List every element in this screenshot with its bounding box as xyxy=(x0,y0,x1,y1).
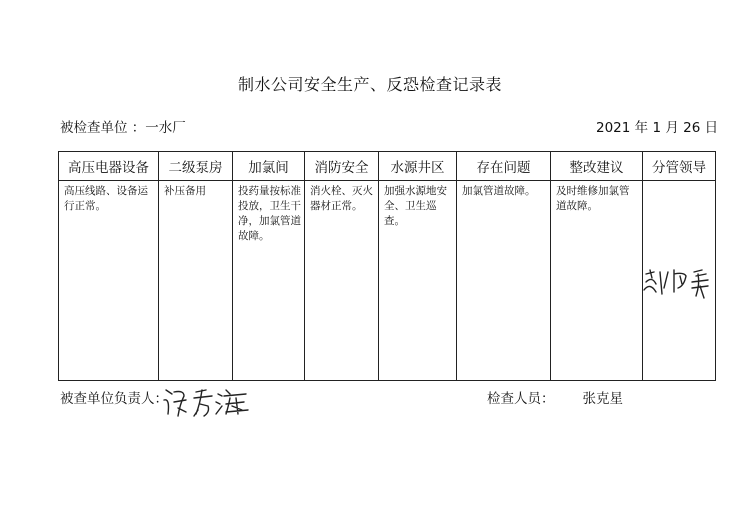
header-fire-safety: 消防安全 xyxy=(305,152,379,181)
cell-secondary-pump-room: 补压备用 xyxy=(159,181,233,381)
inspector-label: 检查人员： xyxy=(487,391,555,407)
responsible-label: 被查单位负责人： xyxy=(60,391,168,407)
cell-high-voltage-equipment: 高压线路、设备运行正常。 xyxy=(59,181,159,381)
document-title: 制水公司安全生产、反恐检查记录表 xyxy=(237,75,502,94)
responsible-person xyxy=(60,387,168,407)
header-high-voltage-equipment: 高压电器设备 xyxy=(59,152,159,181)
cell-existing-problems: 加氯管道故障。 xyxy=(457,181,551,381)
header-water-source-well-area: 水源井区 xyxy=(379,152,457,181)
inspection-record-table xyxy=(58,151,716,381)
cell-water-source-well-area: 加强水源地安全、卫生巡查。 xyxy=(379,181,457,381)
inspection-date: 2021 年 1 月 26 日 xyxy=(596,120,719,136)
cell-rectification-suggestions: 及时维修加氯管道故障。 xyxy=(551,181,643,381)
responsible-signature xyxy=(160,384,260,420)
leader-signature xyxy=(640,262,720,302)
header-supervising-leader: 分管领导 xyxy=(643,152,716,181)
inspected-unit: 被检查单位 ：一水厂 xyxy=(60,120,186,136)
table-row xyxy=(59,181,716,381)
header-rectification-suggestions: 整改建议 xyxy=(551,152,643,181)
header-secondary-pump-room: 二级泵房 xyxy=(159,152,233,181)
header-existing-problems: 存在问题 xyxy=(457,152,551,181)
inspector xyxy=(487,387,623,407)
header-chlorination-room: 加氯间 xyxy=(233,152,305,181)
cell-fire-safety: 消火栓、灭火器材正常。 xyxy=(305,181,379,381)
table-header-row xyxy=(59,152,716,181)
cell-chlorination-room: 投药量按标准投放，卫生干净，加氯管道故障。 xyxy=(233,181,305,381)
inspector-name: 张克星 xyxy=(582,391,623,407)
